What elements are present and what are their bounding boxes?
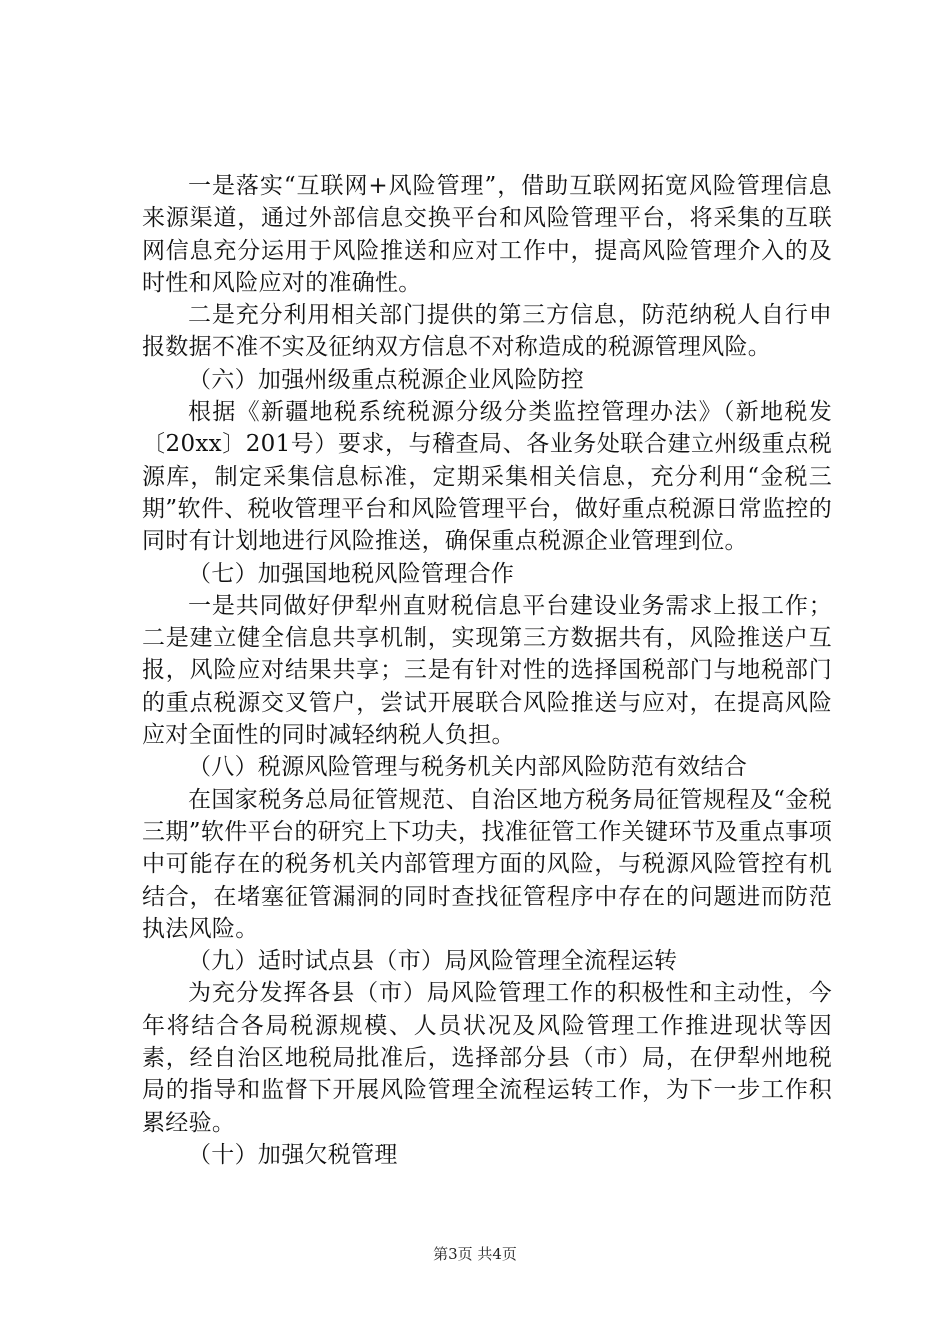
paragraph-third-party-info: 二是充分利用相关部门提供的第三方信息，防范纳税人自行申报数据不准不实及征纳双方信息不对称造成的税源管理风险。 [142, 302, 832, 361]
section-heading-9: （九）适时试点县（市）局风险管理全流程运转 [188, 948, 678, 975]
paragraph-internal-risk: 在国家税务总局征管规范、自治区地方税务局征管规程及“金税三期”软件平台的研究上下功夫，找准征管工作关键环节及重点事项中可能存在的税务机关内部管理方面的风险，与税源风险管控有机结合，在堵塞征管漏洞的同时查找征管程序中存在的问题进而防范执法风险。 [142, 786, 832, 942]
section-heading-10: （十）加强欠税管理 [188, 1141, 398, 1168]
paragraph-internet-risk: 一是落实“互联网+风险管理”，借助互联网拓宽风险管理信息来源渠道，通过外部信息交换平台和风险管理平台，将采集的互联网信息充分运用于风险推送和应对工作中，提高风险管理介入的及时性和风险应对的准确性。 [142, 173, 832, 296]
document-body [142, 170, 832, 1171]
section-heading-6: （六）加强州级重点税源企业风险防控 [188, 366, 585, 393]
paragraph-cooperation: 一是共同做好伊犁州直财税信息平台建设业务需求上报工作；二是建立健全信息共享机制，实现第三方数据共有，风险推送户互报，风险应对结果共享；三是有针对性的选择国税部门与地税部门的重点税源交叉管户，尝试开展联合风险推送与应对，在提高风险应对全面性的同时减轻纳税人负担。 [142, 592, 832, 749]
paragraph-pilot: 为充分发挥各县（市）局风险管理工作的积极性和主动性，今年将结合各局税源规模、人员状况及风险管理工作推进现状等因素，经自治区地税局批准后，选择部分县（市）局，在伊犁州地税局的指导和监督下开展风险管理全流程运转工作，为下一步工作积累经验。 [142, 980, 832, 1136]
paragraph-key-tax-source: 根据《新疆地税系统税源分级分类监控管理办法》（新地税发〔20xx〕201号）要求，与稽查局、各业务处联合建立州级重点税源库，制定采集信息标准，定期采集相关信息，充分利用“金税三期”软件、税收管理平台和风险管理平台，做好重点税源日常监控的同时有计划地进行风险推送，确保重点税源企业管理到位。 [142, 399, 832, 555]
section-heading-7: （七）加强国地税风险管理合作 [188, 560, 515, 587]
section-heading-8: （八）税源风险管理与税务机关内部风险防范有效结合 [188, 754, 748, 781]
page-number-footer: 第3页 共4页 [433, 1245, 517, 1263]
